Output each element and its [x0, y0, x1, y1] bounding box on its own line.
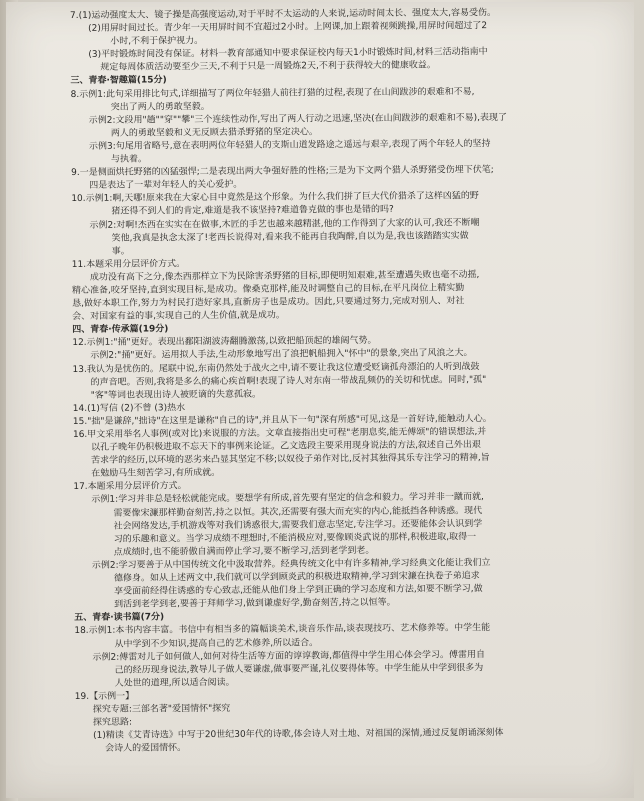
- text-line: 需要像宋濂那样勤奋刻苦,持之以恒。其次,还需要有强大而充实的内心,能抵挡各种诱惑。现代: [113, 505, 483, 519]
- text-line: 示例1:学习并非总是轻松就能完成。要想学有所成,首先要有坚定的信念和毅力。学习并非一蹴而就,: [91, 492, 484, 506]
- text-line: "客"等词也表现出诗人被贬谪的失意孤寂。: [90, 389, 262, 401]
- text-line: 示例2:"捅"更好。运用拟人手法,生动形象地写出了浪把帆船拥入"怀中"的景象,突出了风浪之大。: [90, 348, 473, 362]
- text-line: 16.甲文采用举名人事例(或对比)来说服的方法。文章直接指出史可程"老朋息奖,能无傅颂"的错误想法,并: [72, 427, 487, 440]
- text-line: 19.【示例一】: [74, 691, 135, 702]
- text-line: 社会网络发达,手机游戏等对我们诱惑很大,需要我们意志坚定,专注学习。还要能体会认识到学: [113, 518, 483, 532]
- text-line: 8.示例1:此句采用排比句式,详细描写了两位年轻猎人前往打猎的过程,表现了在山间跋涉的艰难和不易,: [70, 86, 475, 100]
- text-line: 7.(1)运动强度太大、镜子操是高强度运动,对于平时不太运动的人来说,运动时间太长、强度太大,容易受伤。: [70, 8, 496, 21]
- text-line: 习的乐趣和意义。当学习成绩不理想时,不能消极应对,要像顾炎武说的那样,积极进取,取得一: [113, 531, 477, 545]
- text-line: 14.(1)写信 (2)不曾 (3)热水: [72, 403, 186, 414]
- answer-text: [70, 6, 623, 756]
- text-line: 恳,做好本职工作,努力为村民打造好家具,直新房子也是成功。因此,只要通过努力,完成对别人、对社: [72, 296, 465, 310]
- text-line: 点成绩时,也不能骄傲自满而停止学习,要不断学习,活到老学到老。: [113, 545, 375, 558]
- text-line: 示例3:句尾用省略号,意在表明两位年轻猎人的支斯山道发路途之遥远与艰辛,表现了两个年轻人的坚持: [88, 139, 491, 152]
- text-line: 15."拙"是谦辞,"拙诗"在这里是谦称"自己的诗",并且从下一句"深有所感"可见,这是一首好诗,能触动人心。: [72, 413, 492, 427]
- text-line: 到活到老学到老,要善于拜师学习,做到谦虚好学,勤奋刻苦,持之以恒等。: [114, 597, 396, 610]
- text-line: 己的经历现身说法,教导儿子做人要谦虚,做事要严谨,礼仪要得体等。中学生能从中学到很多为: [114, 662, 484, 676]
- text-line: 以孔子晚年仍积极进取不忘天下的事例来论证。乙文选段主要采用现身说法的方法,叙述自己外出艰: [91, 440, 481, 453]
- text-line: 事。: [111, 246, 130, 257]
- text-line: 示例2:傅雷对儿子如何做人,如何对待生活等方面的谆谆教诲,都值得中学生用心体会学习。傅雷用自: [92, 649, 486, 663]
- section-heading: 五、青春·读书篇(7分): [74, 612, 165, 624]
- section-heading: 四、青春·传承篇(19分): [72, 324, 169, 336]
- text-line: 四是表达了一辈对年轻人的关心爱护。: [89, 180, 243, 192]
- text-line: 的声音吧。否则,我将是多么的痛心疾首啊!表现了诗人对东南一带战乱频仍的关切和忧虑。同时,"孤": [90, 374, 487, 388]
- text-line: 与执着。: [111, 154, 148, 165]
- text-line: 德修身。如从上述两文中,我们就可以学到顾炎武的积极进取精神,学习到宋濂在执卷子弟追求: [113, 571, 480, 584]
- answer-sheet-page: [6, 2, 634, 798]
- text-line: 精心准备,咬牙坚持,直到实现目标,是成功。像桑克那样,能及时调整自己的目标,在平凡岗位上精实勤: [71, 283, 465, 296]
- text-line: 在勉励马生刻苦学习,有所成就。: [91, 468, 221, 480]
- text-line: (3)平时锻炼时间没有保证。材料一教育部通知中要求保证校内每天1小时锻炼时间,材料三活动指南中: [88, 47, 488, 61]
- section-heading: 三、青春·智趣篇(15分): [70, 75, 167, 87]
- text-line: 示例2:学习要善于从中国传统文化中汲取营养。经典传统文化中有许多精神,学习经典文化能让我们立: [91, 558, 491, 571]
- text-line: 从中学到不少知识,提高自己的艺术修养,所以适合。: [114, 637, 319, 650]
- text-line: 猪还得不到人们的肯定,难道是我不该坚持?难道鲁克做的事也是错的吗?: [111, 205, 394, 218]
- text-line: 探究思路:: [92, 717, 133, 728]
- text-line: 笑他,我真是执念太深了!老西长说得对,看来我不能再自我陶醉,自以为是,我也该踏踏实实做: [111, 230, 469, 244]
- text-line: 示例2:文段用"趟""穿""攀"三个连续性动作,写出了两人行动之迅速,坚决(在山间跋涉的艰难和不易),表现了: [88, 112, 508, 126]
- text-line: 示例2:对啊!杰西在实实在在做事,木匠的手艺也越来越精湛,他的工作得到了大家的认可,我还不断嘲: [89, 217, 480, 231]
- text-line: 两人的勇敢坚毅和义无反顾去猎杀野猪的坚定决心。: [110, 127, 318, 139]
- text-line: (1)精读《艾青诗选》中写于20世纪30年代的诗歌,体会诗人对土地、对祖国的深情,通过反复朗诵深刻体: [93, 728, 504, 742]
- text-line: 会诗人的爱国情怀。: [105, 743, 187, 755]
- text-line: 13.我认为是忧伤的。尾联中说,东南仍然处于战火之中,请不要让我这位遭受贬谪孤舟漂泊的人听到战鼓: [72, 361, 480, 375]
- text-line: 小时,不利于保护视力。: [110, 36, 204, 47]
- text-line: 17.本题采用分层评价方式。: [73, 481, 187, 493]
- text-line: 人处世的道理,所以适合阅读。: [114, 677, 235, 689]
- text-line: 18.示例1:本书内容丰富。书信中有相当多的篇幅谈美术,谈音乐作品,谈表现技巧、艺术修养等。中学生能: [74, 623, 491, 637]
- text-line: 苦求学的经历,以环境的恶劣来凸显其坚定不移;以奴役子弟作对比,反衬其独得其乐专注学习的精神,旨: [91, 453, 490, 467]
- text-line: 9.一是侧面烘托野猪的凶猛强悍;二是表现出两大争强好胜的性格;三是为下文两个猎人杀野猪受伤埋下伏笔;: [71, 165, 494, 179]
- text-line: 规定每周体质活动要至少三天,不利于只是一周锻炼2天,不利于获得较大的健康收益。: [100, 60, 436, 74]
- text-line: (2)用屏时间过长。青少年一天用屏时间不宜超过2小时。上网课,加上跟着视频跳操,用屏时间超过了2: [88, 21, 488, 34]
- text-line: 会、对国家有益的事,实现自己的人生价值,就是成功。: [72, 310, 285, 323]
- text-line: 突出了两人的勇敢坚毅。: [110, 101, 210, 113]
- text-line: 享受面前经得住诱惑的专心致志,还能从他们身上学到正确的学习态度和方法,如要不断学习,做: [114, 584, 483, 597]
- text-line: 成功没有高下之分,像杰西那样立下为民除害杀野猪的目标,即便明知艰难,甚至遭遇失败也毫不动摇,: [89, 270, 480, 283]
- text-line: 12.示例1:"捅"更好。表现出鄱阳湖波涛翻腾激荡,以致把船顶起的雄阔气势。: [72, 336, 377, 349]
- text-line: 探究专题:三部名著"爱国情怀"探究: [92, 703, 231, 715]
- text-line: 11.本题采用分层评价方式。: [71, 258, 186, 270]
- text-line: 10.示例1:啊,天哪!原来我在大家心目中竟然是这个形象。为什么我们拼了巨大代价猎杀了这样凶猛的野: [71, 191, 479, 205]
